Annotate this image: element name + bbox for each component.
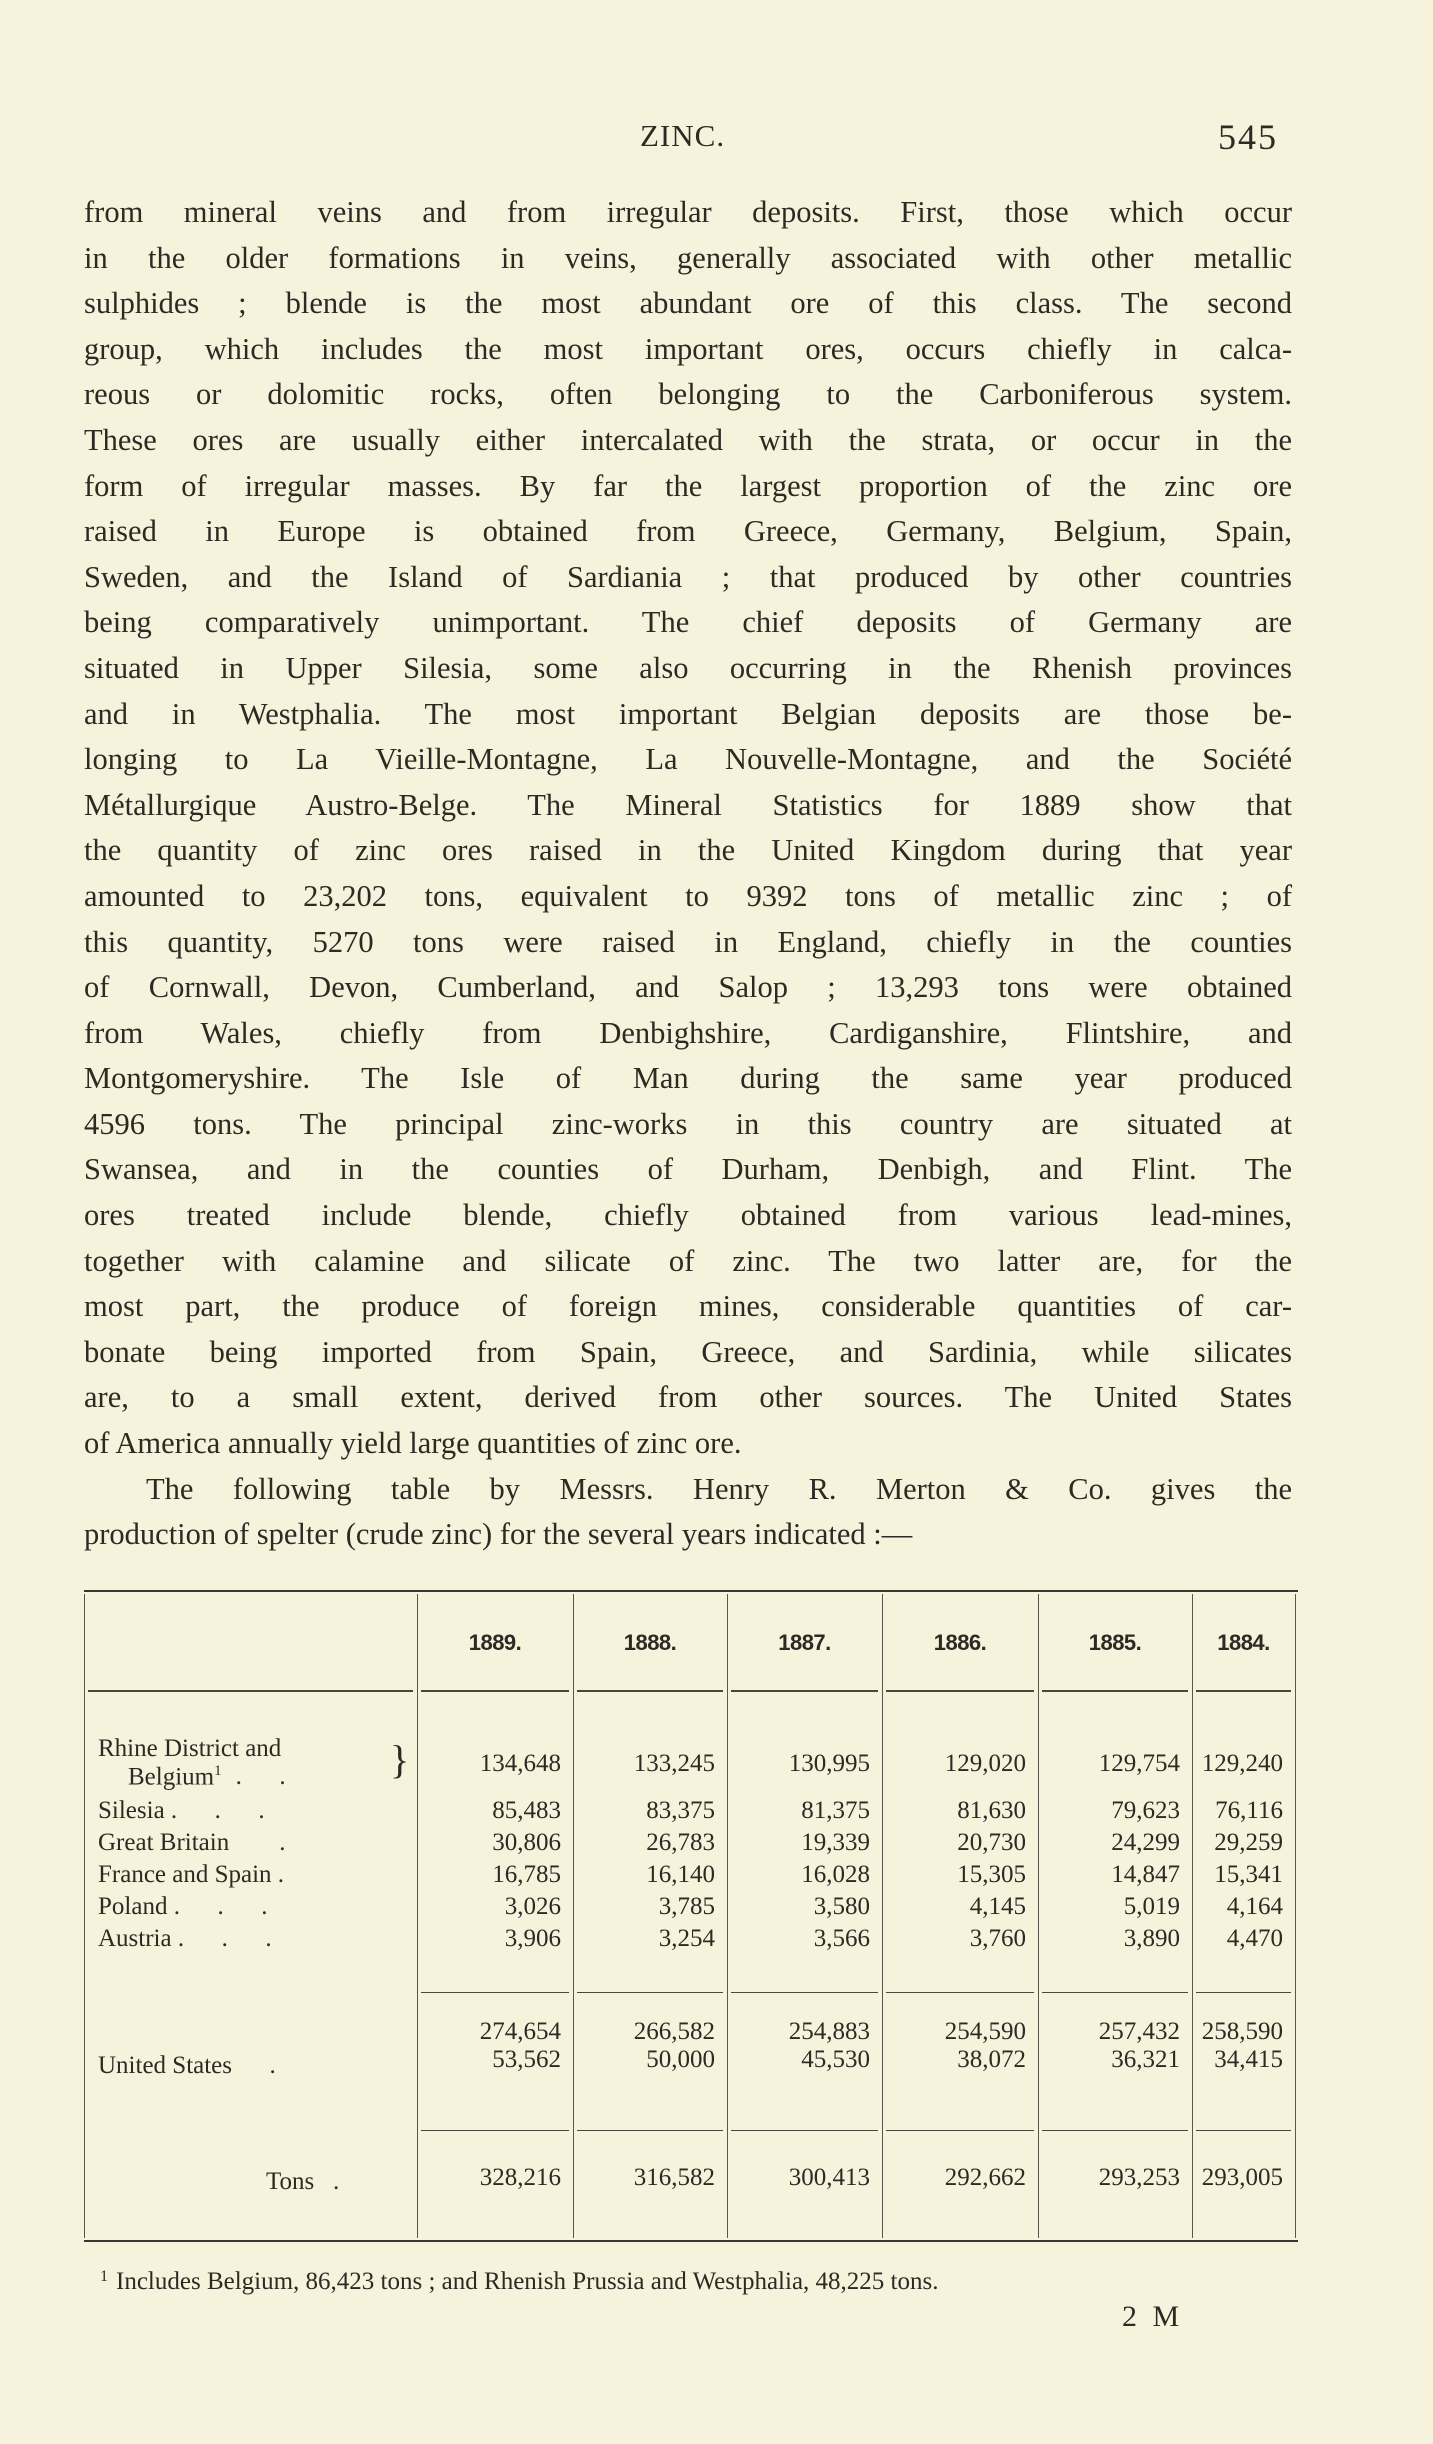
table-cell: 30,806: [492, 1829, 561, 1856]
table-cell: 45,530: [801, 2046, 870, 2073]
running-head: [0, 118, 1433, 158]
table-cell: 16,140: [646, 1861, 715, 1888]
table-cell: 4,470: [1226, 1925, 1283, 1952]
row-label: [128, 1763, 286, 1791]
year-header: 1885.: [1088, 1630, 1142, 1655]
table-cell: 85,483: [492, 1797, 561, 1824]
table-cell: 129,754: [1098, 1750, 1180, 1777]
total-rule: [1196, 2130, 1291, 2131]
body-line: These ores are usually either intercalated with the strata, or occur in the: [84, 422, 1292, 457]
table-cell: 36,321: [1111, 2046, 1180, 2073]
table-cell: 129,240: [1201, 1750, 1283, 1777]
subtotal-rule: [1196, 1992, 1291, 1993]
table-cell: 130,995: [788, 1750, 870, 1777]
body-line: sulphides ; blende is the most abundant ore of this class. The second: [84, 286, 1292, 321]
total-rule: [886, 2130, 1034, 2131]
body-line: longing to La Vieille-Montagne, La Nouvelle-Montagne, and the Société: [84, 742, 1292, 777]
header-rule: [577, 1690, 723, 1692]
row-label-text: Belgium: [128, 1763, 215, 1791]
body-line: from Wales, chiefly from Denbighshire, Cardiganshire, Flintshire, and: [84, 1015, 1292, 1050]
body-line: The following table by Messrs. Henry R. Merton & Co. gives the: [146, 1471, 1292, 1506]
total-cell: 293,253: [1098, 2164, 1180, 2191]
header-rule: [886, 1690, 1034, 1692]
total-cell: 328,216: [479, 2164, 561, 2191]
body-line: the quantity of zinc ores raised in the United Kingdom during that year: [84, 833, 1292, 868]
row-label: Rhine District and: [98, 1735, 282, 1762]
brace: }: [390, 1737, 410, 1782]
running-head-title: ZINC.: [640, 118, 726, 153]
subtotal-rule: [1042, 1992, 1188, 1993]
table-cell: 133,245: [633, 1750, 715, 1777]
header-rule: [421, 1690, 569, 1692]
total-label: Tons .: [266, 2168, 340, 2195]
table-cell: 16,785: [492, 1861, 561, 1888]
table-bottom-rule: [84, 2240, 1298, 2242]
body-line: of America annually yield large quantities of zinc ore.: [84, 1426, 742, 1461]
footnote-mark: 1: [100, 2268, 108, 2285]
column-divider: [417, 1594, 418, 2238]
body-line: being comparatively unimportant. The chief deposits of Germany are: [84, 605, 1292, 640]
row-label: Great Britain .: [98, 1829, 286, 1856]
leader-dots: . .: [235, 1763, 286, 1791]
subtotal-rule: [421, 1992, 569, 1993]
column-divider: [1295, 1594, 1296, 2238]
row-label: France and Spain .: [98, 1861, 285, 1888]
table-cell: 134,648: [479, 1750, 561, 1777]
body-line: of Cornwall, Devon, Cumberland, and Salop ; 13,293 tons were obtained: [84, 970, 1292, 1005]
table-cell: 34,415: [1214, 2046, 1283, 2073]
footnote: [100, 2268, 938, 2296]
body-line: most part, the produce of foreign mines, considerable quantities of car-: [84, 1289, 1292, 1324]
row-label: Poland . . .: [98, 1893, 268, 1920]
body-line: from mineral veins and from irregular deposits. First, those which occur: [84, 195, 1292, 229]
table-cell: 20,730: [957, 1829, 1026, 1856]
table-cell: 15,305: [957, 1861, 1026, 1888]
column-divider: [84, 1594, 85, 2238]
subtotal-rule: [577, 1992, 723, 1993]
body-line: together with calamine and silicate of zinc. The two latter are, for the: [84, 1243, 1292, 1278]
subtotal-cell: 257,432: [1098, 2018, 1180, 2045]
body-line: group, which includes the most important ores, occurs chiefly in calca-: [84, 331, 1292, 366]
total-rule: [1042, 2130, 1188, 2131]
body-text: [84, 190, 1292, 1558]
body-line: bonate being imported from Spain, Greece, and Sardinia, while silicates: [84, 1334, 1292, 1369]
table-cell: 5,019: [1123, 1893, 1180, 1920]
subtotal-cell: 258,590: [1201, 2018, 1283, 2045]
table-top-rule: [84, 1590, 1298, 1592]
table-cell: 19,339: [801, 1829, 870, 1856]
footnote-ref: 1: [214, 1763, 222, 1779]
table-cell: 129,020: [944, 1750, 1026, 1777]
table-cell: 3,026: [504, 1893, 561, 1920]
subtotal-rule: [886, 1992, 1034, 1993]
column-divider: [573, 1594, 574, 2238]
table-cell: 81,375: [801, 1797, 870, 1824]
table-cell: 4,145: [969, 1893, 1026, 1920]
body-line: in the older formations in veins, generally associated with other metallic: [84, 240, 1292, 275]
year-header: 1889.: [468, 1630, 522, 1655]
table-cell: 15,341: [1214, 1861, 1283, 1888]
header-rule: [731, 1690, 878, 1692]
total-cell: 300,413: [788, 2164, 870, 2191]
row-label: Silesia . . .: [98, 1797, 265, 1824]
year-header: 1888.: [623, 1630, 677, 1655]
subtotal-cell: 274,654: [479, 2018, 561, 2045]
header-rule: [1196, 1690, 1291, 1692]
table-cell: 29,259: [1214, 1829, 1283, 1856]
table-cell: 3,254: [658, 1925, 715, 1952]
body-line: and in Westphalia. The most important Belgian deposits are those be-: [84, 696, 1292, 731]
signature-mark: 2 M: [1122, 2300, 1184, 2333]
table-cell: 3,890: [1123, 1925, 1180, 1952]
body-line: amounted to 23,202 tons, equivalent to 9392 tons of metallic zinc ; of: [84, 878, 1292, 913]
page-number: 545: [1218, 117, 1278, 157]
row-label: Austria . . .: [98, 1925, 272, 1952]
footnote-text: Includes Belgium, 86,423 tons ; and Rhenish Prussia and Westphalia, 48,225 tons.: [116, 2268, 939, 2295]
body-line: production of spelter (crude zinc) for the several years indicated :—: [84, 1517, 913, 1552]
body-line: Sweden, and the Island of Sardiania ; that produced by other countries: [84, 559, 1292, 594]
table-cell: 81,630: [957, 1797, 1026, 1824]
table-cell: 79,623: [1111, 1797, 1180, 1824]
year-header: 1887.: [778, 1630, 831, 1655]
body-line: reous or dolomitic rocks, often belonging to the Carboniferous system.: [84, 377, 1292, 412]
table-cell: 3,785: [658, 1893, 715, 1920]
header-rule: [1042, 1690, 1188, 1692]
body-line: situated in Upper Silesia, some also occurring in the Rhenish provinces: [84, 650, 1292, 685]
table-cell: 53,562: [492, 2046, 561, 2073]
body-line: 4596 tons. The principal zinc-works in this country are situated at: [84, 1106, 1292, 1141]
total-rule: [577, 2130, 723, 2131]
table-cell: 38,072: [957, 2046, 1026, 2073]
subtotal-rule: [731, 1992, 878, 1993]
total-cell: 316,582: [633, 2164, 715, 2191]
total-cell: 292,662: [944, 2164, 1026, 2191]
body-line: form of irregular masses. By far the largest proportion of the zinc ore: [84, 468, 1292, 503]
year-header: 1886.: [933, 1630, 987, 1655]
table-cell: 3,760: [969, 1925, 1026, 1952]
column-divider: [727, 1594, 728, 2238]
table-cell: 50,000: [646, 2046, 715, 2073]
body-line: ores treated include blende, chiefly obtained from various lead-mines,: [84, 1198, 1292, 1233]
table-cell: 16,028: [801, 1861, 870, 1888]
column-divider: [882, 1594, 883, 2238]
table-cell: 3,580: [813, 1893, 870, 1920]
body-line: Métallurgique Austro-Belge. The Mineral Statistics for 1889 show that: [84, 787, 1292, 822]
body-line: Montgomeryshire. The Isle of Man during the same year produced: [84, 1061, 1292, 1096]
total-cell: 293,005: [1201, 2164, 1283, 2191]
total-rule: [421, 2130, 569, 2131]
row-label: United States .: [98, 2052, 276, 2079]
table-cell: 3,906: [504, 1925, 561, 1952]
header-rule: [88, 1690, 413, 1692]
table-cell: 3,566: [813, 1925, 870, 1952]
subtotal-cell: 254,883: [788, 2018, 870, 2045]
body-line: this quantity, 5270 tons were raised in England, chiefly in the counties: [84, 924, 1292, 959]
column-divider: [1038, 1594, 1039, 2238]
year-header: 1884.: [1217, 1630, 1270, 1655]
table-cell: 26,783: [646, 1829, 715, 1856]
table-cell: 4,164: [1226, 1893, 1283, 1920]
table-cell: 14,847: [1111, 1861, 1180, 1888]
body-line: are, to a small extent, derived from other sources. The United States: [84, 1380, 1292, 1415]
body-line: raised in Europe is obtained from Greece, Germany, Belgium, Spain,: [84, 514, 1292, 549]
total-rule: [731, 2130, 878, 2131]
table-cell: 76,116: [1215, 1797, 1283, 1824]
table-cell: 24,299: [1111, 1829, 1180, 1856]
subtotal-cell: 254,590: [944, 2018, 1026, 2045]
table-cell: 83,375: [646, 1797, 715, 1824]
body-line: Swansea, and in the counties of Durham, Denbigh, and Flint. The: [84, 1152, 1292, 1187]
subtotal-cell: 266,582: [633, 2018, 715, 2045]
